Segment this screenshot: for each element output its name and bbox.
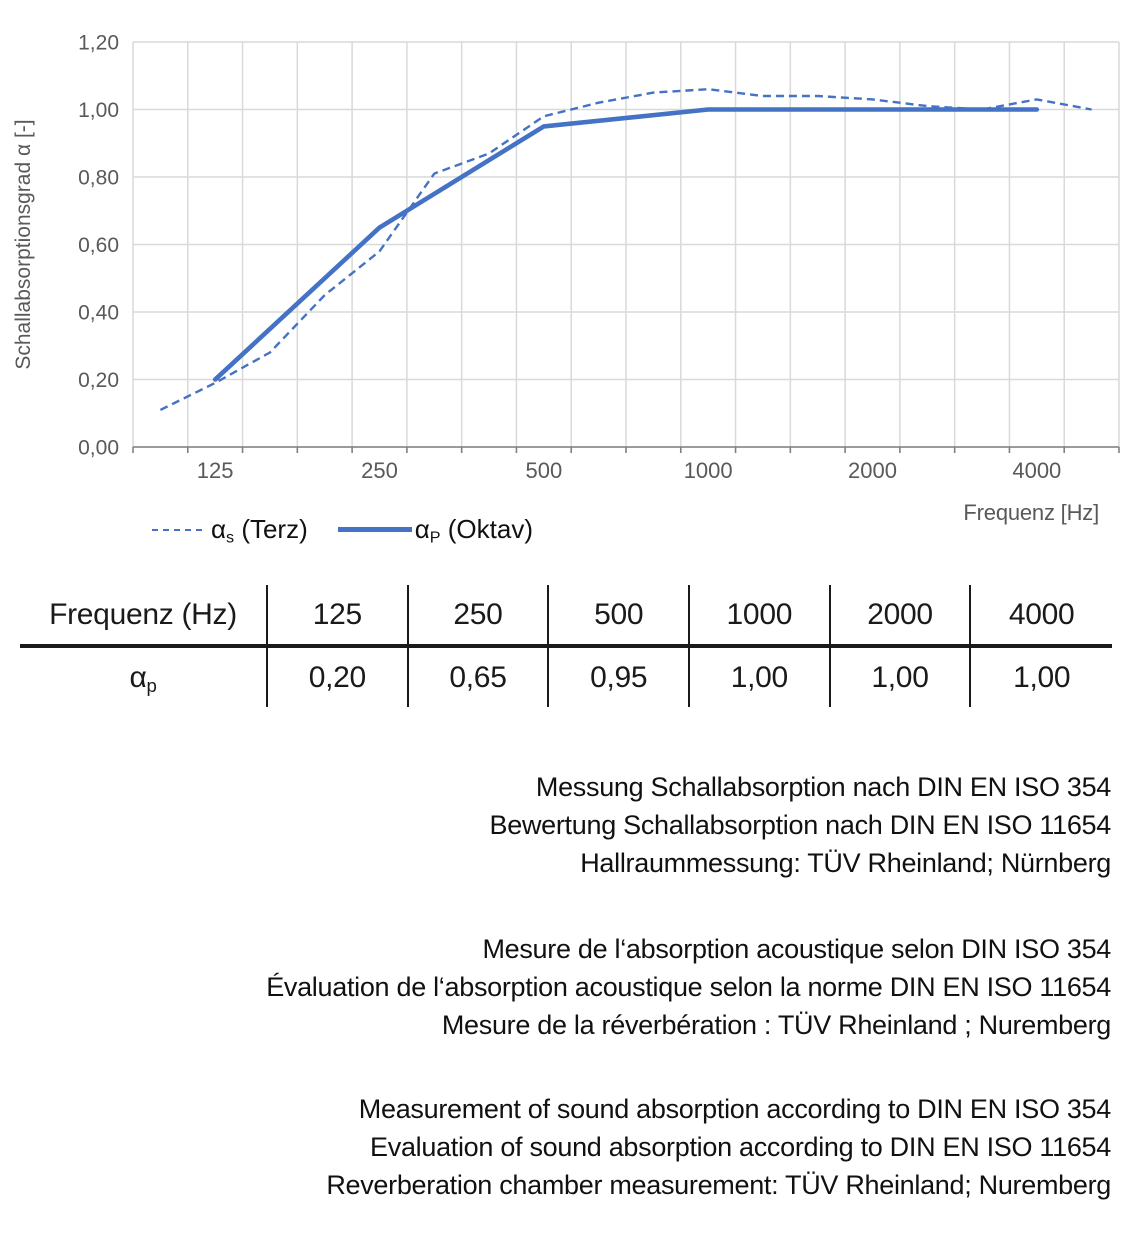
y-tick-label: 0,00 <box>78 436 119 460</box>
absorption-chart <box>0 0 1135 490</box>
table-value-125: 0,20 <box>268 648 409 707</box>
note-english <box>0 1090 1111 1204</box>
note-german <box>0 768 1111 882</box>
table-header-2000: 2000 <box>831 585 972 648</box>
note-line: Evaluation of sound absorption according to DIN EN ISO 11654 <box>370 1132 1111 1162</box>
note-line: Messung Schallabsorption nach DIN EN ISO 354 <box>535 772 1111 802</box>
table-header-500: 500 <box>549 585 690 648</box>
note-line: Mesure de l‘absorption acoustique selon DIN ISO 354 <box>482 934 1111 964</box>
table-header-frequency: Frequenz (Hz) <box>20 585 268 648</box>
legend-dashed-line-swatch <box>152 529 202 531</box>
x-tick-label: 500 <box>525 458 563 483</box>
x-axis-title: Frequenz [Hz] <box>963 500 1099 525</box>
table-value-500: 0,95 <box>549 648 690 707</box>
gridlines <box>133 42 1119 447</box>
note-line: Reverberation chamber measurement: TÜV Rheinland; Nuremberg <box>326 1170 1111 1200</box>
note-line: Évaluation de l‘absorption acoustique selon la norme DIN EN ISO 11654 <box>266 972 1111 1002</box>
legend-item-oktav <box>338 514 533 545</box>
y-tick-label: 1,00 <box>78 98 119 122</box>
chart-legend <box>152 514 533 545</box>
absorption-table <box>20 585 1112 707</box>
table-value-4000: 1,00 <box>1013 661 1071 694</box>
table-value-2000: 1,00 <box>831 648 972 707</box>
table-header-4000: 4000 <box>971 585 1112 648</box>
x-tick-label: 1000 <box>683 458 733 483</box>
y-tick-label: 1,20 <box>78 31 119 55</box>
legend-terz-label: $\alpha_s$ (Terz) <box>211 514 308 547</box>
x-axis <box>133 447 1119 453</box>
note-line: Mesure de la réverbération : TÜV Rheinland ; Nuremberg <box>441 1010 1111 1040</box>
y-tick-label: 0,20 <box>78 368 119 392</box>
note-line: Bewertung Schallabsorption nach DIN EN ISO 11654 <box>489 810 1111 840</box>
table-value-1000: 1,00 <box>690 648 831 707</box>
legend-item-terz <box>152 514 308 545</box>
x-tick-label: 250 <box>361 458 398 483</box>
y-tick-label: 0,60 <box>78 233 119 257</box>
table-row-label-alpha-p: $\alpha_p$ <box>20 648 268 707</box>
x-tick-label: 4000 <box>1012 458 1062 483</box>
note-line: Hallraummessung: TÜV Rheinland; Nürnberg <box>580 848 1111 878</box>
legend-solid-line-swatch <box>338 527 412 532</box>
legend-oktav-label: $\alpha_P$ (Oktav) <box>414 514 533 547</box>
table-header-250: 250 <box>409 585 550 648</box>
table-header-1000: 1000 <box>690 585 831 648</box>
note-french <box>0 930 1111 1044</box>
table-header-125: 125 <box>268 585 409 648</box>
table-value-250: 0,65 <box>409 648 550 707</box>
y-axis-title: Schallabsorptionsgrad α [-] <box>12 119 35 370</box>
chart-area <box>0 0 1135 490</box>
y-tick-label: 0,40 <box>78 301 119 325</box>
y-tick-label: 0,80 <box>78 166 119 190</box>
x-tick-label: 2000 <box>848 458 897 483</box>
x-tick-label: 125 <box>196 458 234 483</box>
note-line: Measurement of sound absorption according to DIN EN ISO 354 <box>358 1094 1111 1124</box>
